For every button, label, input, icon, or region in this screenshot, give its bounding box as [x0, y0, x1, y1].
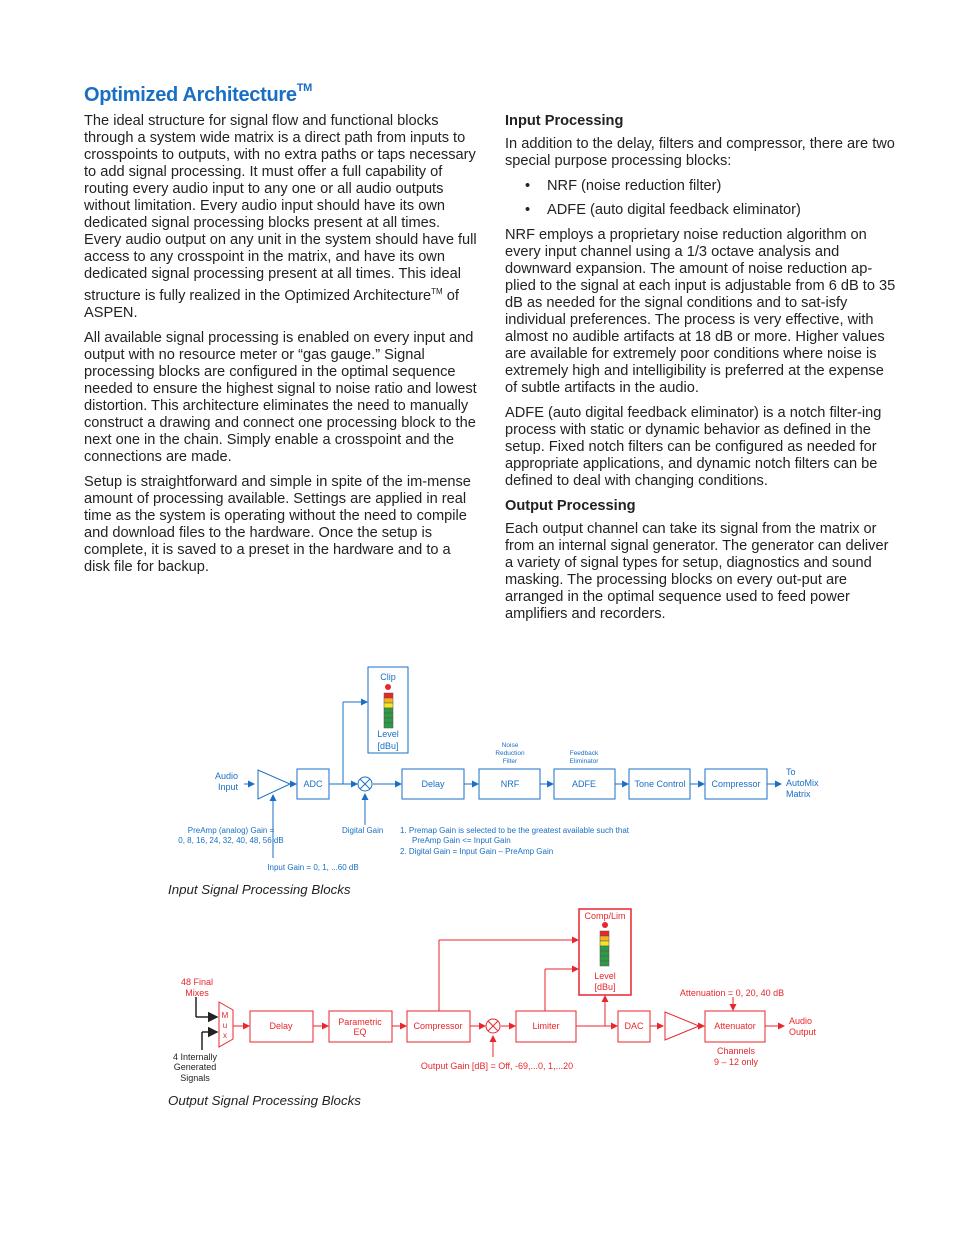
svg-text:9 – 12 only: 9 – 12 only — [713, 1057, 759, 1067]
internal-signals-label: 4 Internally — [172, 1052, 218, 1062]
tone-control-label: Tone Control — [634, 779, 686, 789]
parametric-eq-label: Parametric — [338, 1017, 382, 1027]
audio-output-label: Audio — [789, 1016, 813, 1026]
delay-label: Delay — [269, 1021, 293, 1031]
noise-reduction-label: Noise — [501, 742, 519, 749]
input-processing-heading: Input Processing — [505, 113, 624, 129]
final-mixes-label: 48 Final — [180, 977, 214, 987]
svg-text:[dBu]: [dBu] — [377, 741, 399, 751]
comp-lim-label: Comp/Lim — [584, 911, 626, 921]
svg-text:x: x — [223, 1031, 227, 1040]
digital-gain-label: Digital Gain — [342, 826, 384, 835]
feedback-eliminator-label: Feedback — [569, 750, 599, 757]
nrf-paragraph: NRF employs a proprietary noise reduction algorithm on every input channel using a 1/3 octave analysis and downward expansion. The amount of noise reduction ap-plied to the signal at each input is adjustable from 6 dB to 35 dB as needed for the signal conditions and to sat-isfy individual preferences. The process is very effective, with almost no audible artifacts at 18 dB or more. Higher values are available for extremely poor conditions where noise is extremely high and intelligibility is preferred at the expense of subtle artifacts in the audio. — [505, 227, 896, 396]
compressor-label: Compressor — [711, 779, 761, 789]
input-diagram-caption: Input Signal Processing Blocks — [168, 882, 351, 897]
svg-text:Filter: Filter — [502, 758, 518, 765]
output-diagram-caption: Output Signal Processing Blocks — [168, 1093, 361, 1108]
svg-text:Signals: Signals — [180, 1073, 210, 1083]
svg-text:Mixes: Mixes — [185, 988, 209, 998]
intro-paragraph: The ideal structure for signal flow and functional blocks through a system wide matrix is a direct path from inputs to crosspoints to outputs, with no extra paths or taps necessary to add signal processing. It must offer a full capability of routing every audio input to any one or all audio outputs without limitation. Every audio input should have its own dedicated signal processing blocks present at all times. Every audio output on any unit in the system should have full access to any crosspoint in the matrix, and have its own dedicated signal processing present at all times. This ideal structure is fully realized in the Optimized Architecture™ of ASPEN. — [84, 113, 477, 321]
svg-text:AutoMix: AutoMix — [786, 778, 819, 788]
mux-label: M — [221, 1011, 229, 1020]
input-gain-label: Input Gain = 0, 1, ...60 dB — [267, 863, 359, 872]
list-item: • ADFE (auto digital feedback eliminator) — [525, 202, 899, 219]
adfe-paragraph: ADFE (auto digital feedback eliminator) is a notch filter-ing process with static or dynamic behavior as defined in the setup. Fixed notch filters can be configured as needed for appropriate applications, and dynamic notch filters can be defined to deal with changing conditions. — [505, 405, 882, 489]
audio-input-label: Audio — [214, 771, 238, 781]
svg-text:Matrix: Matrix — [786, 789, 811, 799]
output-gain-label: Output Gain [dB] = Off, -69,...0, 1,...20 — [420, 1061, 574, 1071]
limiter-label: Limiter — [532, 1021, 560, 1031]
adc-label: ADC — [303, 779, 323, 789]
channels-label: Channels — [716, 1046, 756, 1056]
right-column — [505, 113, 899, 631]
output-signal-diagram — [0, 905, 954, 1090]
left-column — [84, 113, 480, 584]
preamp-triangle — [258, 770, 290, 799]
svg-text:0, 8, 16, 24, 32, 40, 48, 56 d: 0, 8, 16, 24, 32, 40, 48, 56 dB — [178, 836, 284, 845]
delay-label: Delay — [421, 779, 445, 789]
adfe-label: ADFE — [571, 779, 597, 789]
setup-paragraph: Setup is straightforward and simple in spite of the im-mense amount of processing available. Settings are applied in real time as the system is operating without the need to compile and download files to the hardware. Once the setup is complete, it is saved to a preset in the hardware and to a disk file for backup. — [84, 473, 471, 575]
processing-paragraph: All available signal processing is enabled on every input and output with no resource meter or “gas gauge.” Signal processing blocks are configured in the optimal sequence needed to ensure the highest signal to noise ratio and lowest distortion. This architecture eliminates the need to manually construct a drawing and connect one processing block to the next one in the chain. Simply enable a crosspoint and the connections are made. — [84, 329, 477, 465]
svg-text:EQ: EQ — [353, 1027, 367, 1037]
svg-text:[dBu]: [dBu] — [594, 982, 616, 992]
output-processing-heading: Output Processing — [505, 498, 636, 514]
level-meter-leds — [384, 684, 393, 728]
svg-text:u: u — [222, 1021, 228, 1030]
svg-text:Output: Output — [789, 1027, 817, 1037]
to-automix-label: To — [786, 767, 796, 777]
amplifier-triangle — [665, 1012, 699, 1040]
nrf-label: NRF — [500, 779, 520, 789]
preamp-gain-label: PreAmp (analog) Gain = — [187, 826, 275, 835]
note-1-continued: PreAmp Gain <= Input Gain — [412, 836, 511, 845]
list-item: • NRF (noise reduction filter) — [525, 178, 899, 195]
svg-text:Reduction: Reduction — [495, 750, 525, 757]
comp-lim-leds — [600, 922, 609, 966]
svg-text:Input: Input — [217, 782, 238, 792]
note-2: 2. Digital Gain = Input Gain – PreAmp Gain — [400, 847, 554, 856]
input-intro-paragraph: In addition to the delay, filters and compressor, there are two special purpose processing blocks: — [505, 136, 895, 169]
compressor-label: Compressor — [413, 1021, 463, 1031]
svg-text:Generated: Generated — [173, 1062, 217, 1072]
page-title: Optimized Architecture™ — [84, 82, 312, 106]
attenuator-label: Attenuator — [714, 1021, 756, 1031]
note-1: 1. Premap Gain is selected to be the greatest available such that — [400, 826, 630, 835]
input-signal-diagram — [0, 655, 954, 885]
processing-block-list — [505, 178, 899, 219]
clip-label: Clip — [380, 672, 396, 682]
output-paragraph: Each output channel can take its signal from the matrix or from an internal signal generator. The generator can deliver a variety of signal types for setup, diagnostics and sound masking. The processing blocks on every out-put are arranged in the optimal sequence used to feed power amplifiers and recorders. — [505, 521, 889, 622]
attenuation-label: Attenuation = 0, 20, 40 dB — [679, 988, 785, 998]
level-label: Level — [594, 971, 616, 981]
level-label: Level — [377, 729, 399, 739]
dac-label: DAC — [624, 1021, 644, 1031]
svg-text:Eliminator: Eliminator — [569, 758, 599, 765]
